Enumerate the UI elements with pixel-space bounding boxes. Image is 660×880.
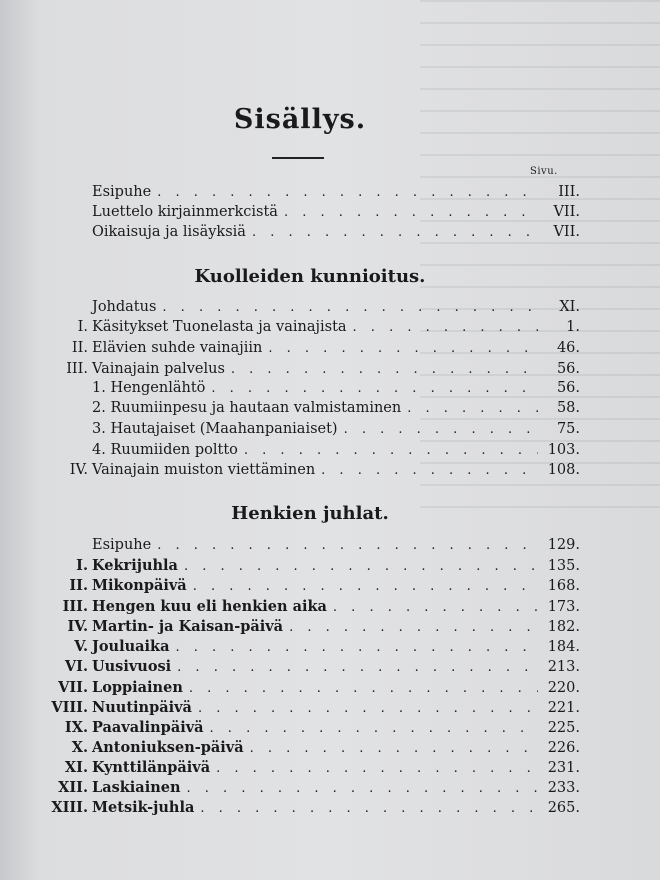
toc-entry	[40, 737, 580, 758]
roman-numeral: X.	[71, 739, 88, 756]
toc-entry	[40, 338, 580, 359]
toc-entry-page: 135.	[547, 558, 580, 574]
toc-entry-label: Nuutinpäivä	[92, 699, 192, 716]
toc-entry-page: 56.	[556, 380, 580, 396]
toc-entry-label: Esipuhe	[92, 537, 152, 553]
page-column-label: Sivu.	[530, 166, 558, 177]
toc-entry-page: 226.	[547, 740, 580, 756]
toc-entry-page: 103.	[547, 442, 580, 458]
toc-entry-label: 3. Hautajaiset (Maahanpaniaiset)	[92, 421, 338, 437]
leader-dots	[211, 378, 538, 399]
toc-entry	[40, 317, 580, 338]
leader-dots	[175, 637, 538, 658]
leader-dots	[353, 317, 538, 338]
toc-entry	[40, 616, 580, 637]
toc-entry-label: Hengen kuu eli henkien aika	[92, 598, 327, 615]
toc-entry-label: Johdatus	[92, 299, 157, 315]
toc-entry-label: 1. Hengenlähtö	[92, 380, 206, 396]
toc-entry-label: Jouluaika	[92, 638, 170, 655]
toc-entry	[40, 182, 580, 203]
toc-entry-label: Uusivuosi	[92, 658, 172, 675]
roman-numeral: I.	[76, 557, 88, 574]
toc-entry-page: 231.	[547, 760, 580, 776]
toc-entry-page: 213.	[547, 659, 580, 675]
toc-entry-page: 1.	[566, 319, 580, 335]
leader-dots	[184, 556, 538, 577]
toc-entry-label: Mikonpäivä	[92, 577, 187, 594]
toc-entry	[40, 596, 580, 617]
leader-dots	[289, 617, 538, 638]
leader-dots	[344, 419, 538, 440]
toc-entry	[40, 359, 580, 380]
toc-entry-page: 173.	[547, 599, 580, 615]
toc-entry-page: 129.	[547, 537, 580, 553]
toc-entry-page: 233.	[547, 780, 580, 796]
leader-dots	[333, 597, 538, 618]
leader-dots	[157, 182, 538, 203]
leader-dots	[250, 738, 538, 759]
leader-dots	[187, 778, 538, 799]
leader-dots	[177, 657, 538, 678]
leader-dots	[321, 460, 538, 481]
roman-numeral: VII.	[58, 679, 88, 696]
toc-entry-page: 75.	[556, 421, 580, 437]
roman-numeral: IX.	[64, 719, 88, 736]
leader-dots	[210, 718, 538, 739]
toc-entry-label: Luettelo kirjainmerkcistä	[92, 204, 278, 220]
toc-subentry	[40, 440, 580, 461]
toc-entry-page: 46.	[556, 340, 580, 356]
leader-dots	[231, 359, 538, 380]
toc-entry	[40, 697, 580, 718]
toc-entry-label: 4. Ruumiiden poltto	[92, 442, 238, 458]
toc-entry	[40, 575, 580, 596]
leader-dots	[193, 576, 538, 597]
toc-entry-page: VII.	[553, 204, 580, 220]
toc-entry-label: Paavalinpäivä	[92, 719, 204, 736]
roman-numeral: II.	[69, 577, 88, 594]
toc-entry-page: 58.	[556, 400, 580, 416]
toc-entry	[40, 555, 580, 576]
toc-entry-page: 265.	[547, 800, 580, 816]
leader-dots	[252, 222, 538, 243]
leader-dots	[268, 338, 538, 359]
roman-numeral: XIII.	[51, 799, 88, 816]
toc-entry-label: Elävien suhde vainajiin	[92, 340, 263, 356]
page-title: Sisällys.	[233, 104, 367, 135]
toc-entry-label: 2. Ruumiinpesu ja hautaan valmistaminen	[92, 400, 402, 416]
toc-entry-label: Metsik-juhla	[92, 799, 195, 816]
leader-dots	[244, 440, 538, 461]
toc-entry	[40, 797, 580, 818]
toc-entry-page: 184.	[547, 639, 580, 655]
roman-numeral: III.	[62, 598, 88, 615]
toc-entry	[40, 222, 580, 243]
roman-numeral: III.	[66, 361, 88, 377]
section-heading-part2: Henkien juhlat.	[231, 503, 389, 524]
leader-dots	[284, 202, 538, 223]
toc-entry	[40, 535, 580, 556]
leader-dots	[407, 398, 538, 419]
toc-entry-page: 56.	[556, 361, 580, 377]
toc-entry-label: Loppiainen	[92, 679, 183, 696]
toc-entry-page: XI.	[559, 299, 580, 315]
toc-entry-label: Laskiainen	[92, 779, 181, 796]
roman-numeral: IV.	[69, 462, 88, 478]
toc-subentry	[40, 419, 580, 440]
roman-numeral: V.	[74, 638, 88, 655]
leader-dots	[162, 297, 538, 318]
toc-entry-page: 108.	[547, 462, 580, 478]
toc-entry-label: Oikaisuja ja lisäyksiä	[92, 224, 246, 240]
roman-numeral: VI.	[64, 658, 88, 675]
toc-entry-label: Esipuhe	[92, 184, 152, 200]
toc-entry-page: VII.	[553, 224, 580, 240]
toc-entry-page: 182.	[547, 619, 580, 635]
roman-numeral: II.	[71, 340, 88, 356]
toc-entry	[40, 460, 580, 481]
toc-entry-label: Kynttilänpäivä	[92, 759, 211, 776]
leader-dots	[200, 798, 538, 819]
toc-subentry	[40, 398, 580, 419]
toc-entry	[40, 717, 580, 738]
toc-entry-page: 225.	[547, 720, 580, 736]
leader-dots	[157, 535, 538, 556]
toc-entry	[40, 297, 580, 318]
toc-entry-page: 220.	[547, 680, 580, 696]
section-heading-part1: Kuolleiden kunnioitus.	[194, 266, 426, 287]
roman-numeral: XII.	[58, 779, 88, 796]
toc-subentry	[40, 378, 580, 399]
toc-entry	[40, 757, 580, 778]
toc-entry-label: Martin- ja Kaisan-päivä	[92, 618, 284, 635]
toc-entry	[40, 677, 580, 698]
leader-dots	[189, 678, 538, 699]
leader-dots	[216, 758, 538, 779]
title-rule	[272, 157, 324, 159]
toc-entry-label: Käsitykset Tuonelasta ja vainajista	[92, 319, 347, 335]
toc-entry	[40, 202, 580, 223]
toc-entry-page: 168.	[547, 578, 580, 594]
toc-entry-page: 221.	[547, 700, 580, 716]
toc-entry-page: III.	[558, 184, 580, 200]
toc-entry	[40, 656, 580, 677]
roman-numeral: XI.	[64, 759, 88, 776]
toc-entry-label: Kekrijuhla	[92, 557, 178, 574]
toc-entry-label: Vainajain muiston viettäminen	[92, 462, 316, 478]
leader-dots	[198, 698, 538, 719]
toc-entry	[40, 777, 580, 798]
toc-entry	[40, 636, 580, 657]
roman-numeral: IV.	[67, 618, 88, 635]
roman-numeral: VIII.	[51, 699, 88, 716]
roman-numeral: I.	[77, 319, 88, 335]
toc-entry-label: Vainajain palvelus	[92, 361, 225, 377]
toc-entry-label: Antoniuksen-päivä	[92, 739, 244, 756]
